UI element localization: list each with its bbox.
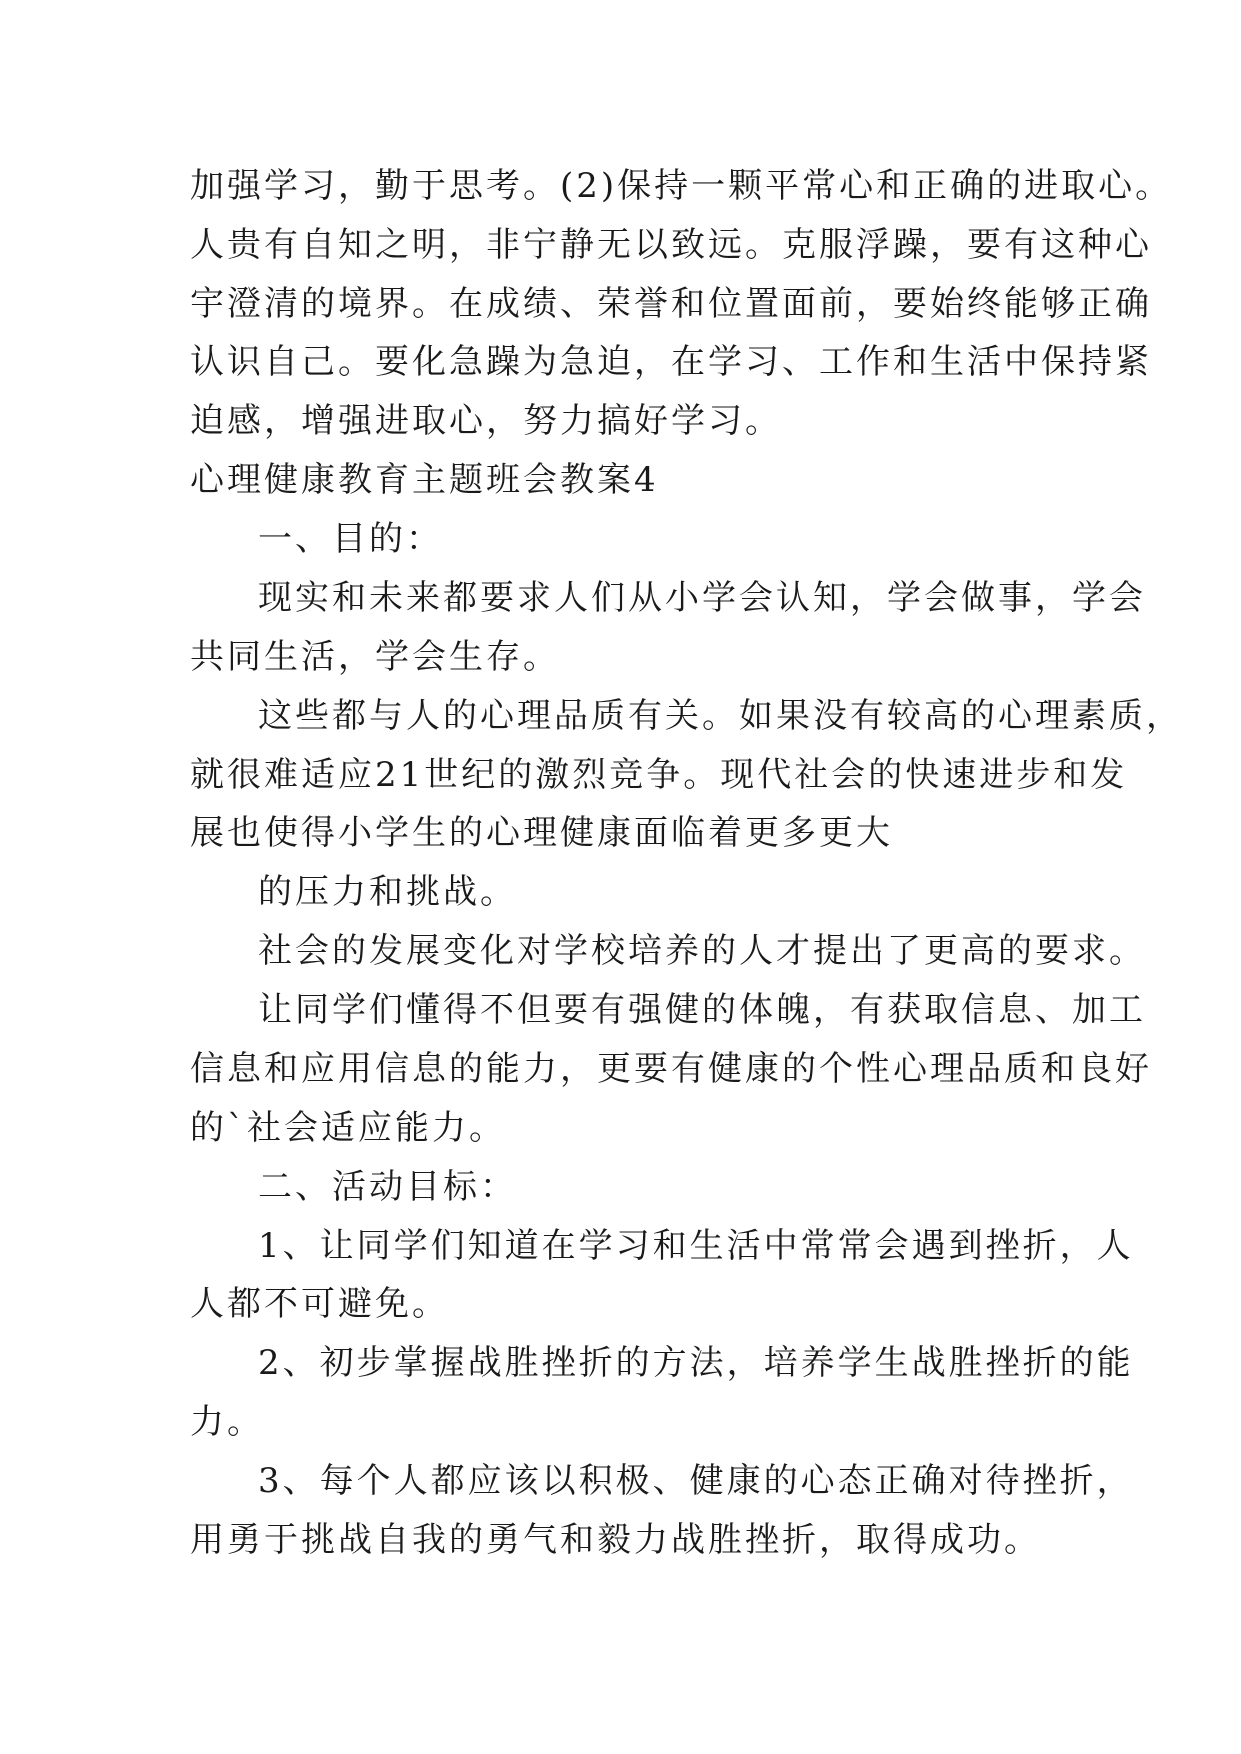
paragraph-line: 人贵有自知之明，非宁静无以致远。克服浮躁，要有这种心 [190,225,1152,265]
paragraph-line: 共同生活，学会生存。 [190,637,560,677]
section-heading: 一、目的： [258,519,443,559]
paragraph-line: 就很难适应21世纪的激烈竞争。现代社会的快速进步和发 [190,755,1128,795]
paragraph-line: 宇澄清的境界。在成绩、荣誉和位置面前，要始终能够正确 [190,284,1152,324]
paragraph-line: 这些都与人的心理品质有关。如果没有较高的心理素质， [258,696,1183,736]
list-item: 人都不可避免。 [190,1284,449,1324]
section-title: 心理健康教育主题班会教案4 [190,460,659,500]
list-item: 力。 [190,1402,264,1442]
list-item: 用勇于挑战自我的勇气和毅力战胜挫折，取得成功。 [190,1520,1041,1560]
paragraph-line: 展也使得小学生的心理健康面临着更多更大 [190,813,893,853]
paragraph-line: 加强学习，勤于思考。(2)保持一颗平常心和正确的进取心。 [190,166,1173,206]
list-item: 3、每个人都应该以积极、健康的心态正确对待挫折， [258,1461,1134,1501]
list-item: 1、让同学们知道在学习和生活中常常会遇到挫折，人 [258,1226,1134,1266]
section-heading: 二、活动目标： [258,1167,517,1207]
paragraph-line: 社会的发展变化对学校培养的人才提出了更高的要求。 [258,931,1146,971]
paragraph-line: 的压力和挑战。 [258,872,517,912]
paragraph-line: 的`社会适应能力。 [190,1108,506,1148]
paragraph-line: 现实和未来都要求人们从小学会认知，学会做事，学会 [258,578,1146,618]
paragraph-line: 迫感，增强进取心，努力搞好学习。 [190,401,782,441]
paragraph-line: 让同学们懂得不但要有强健的体魄，有获取信息、加工 [258,990,1146,1030]
paragraph-line: 信息和应用信息的能力，更要有健康的个性心理品质和良好 [190,1049,1152,1089]
paragraph-line: 认识自己。要化急躁为急迫，在学习、工作和生活中保持紧 [190,342,1152,382]
list-item: 2、初步掌握战胜挫折的方法，培养学生战胜挫折的能 [258,1343,1134,1383]
